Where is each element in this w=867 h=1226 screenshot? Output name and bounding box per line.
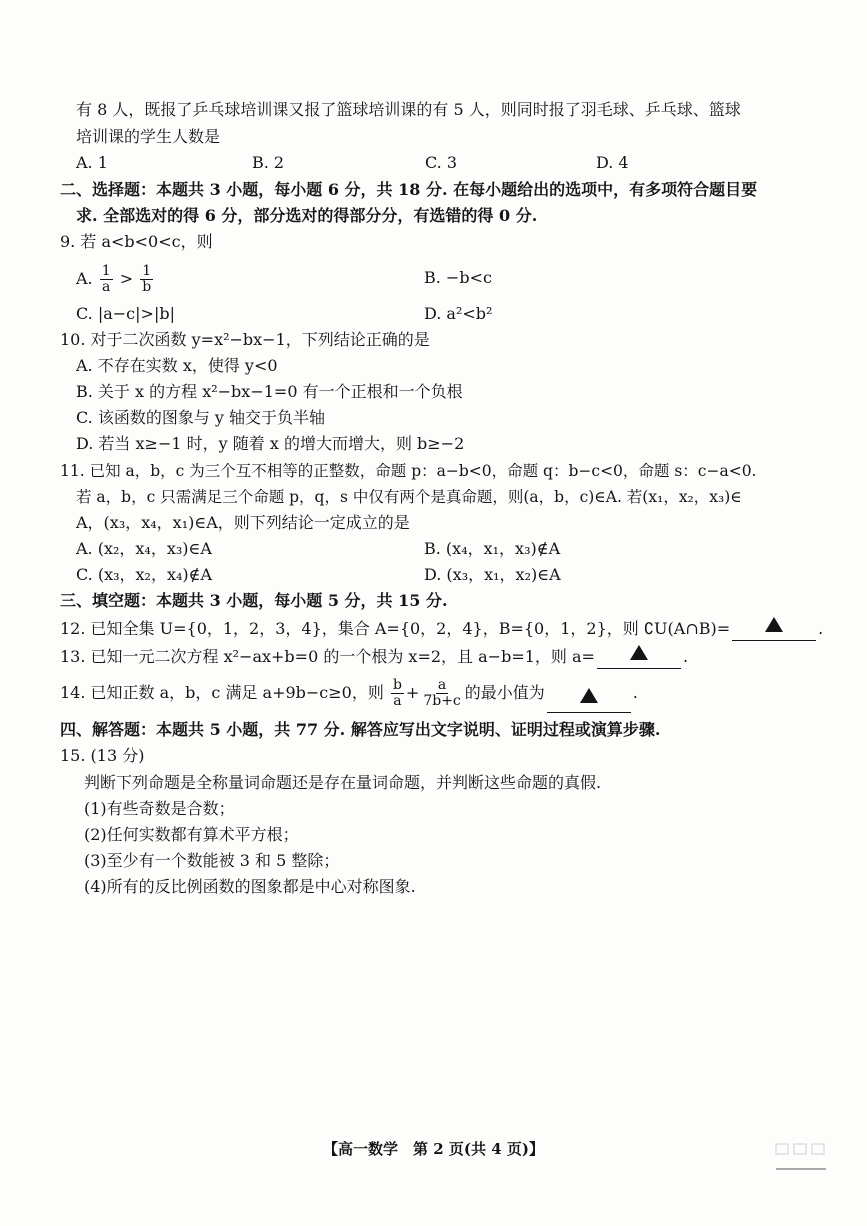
watermark-underline xyxy=(776,1168,826,1170)
section2-line1: 二、选择题：本题共 3 小题，每小题 6 分，共 18 分. 在每小题给出的选项中，有多项符合题目要 xyxy=(60,180,758,199)
q15-intro: 判断下列命题是全称量词命题还是存在量词命题，并判断这些命题的真假. xyxy=(84,773,602,792)
q10-option-b: B. 关于 x 的方程 x²−bx−1=0 有一个正根和一个负根 xyxy=(76,382,463,401)
q12-stem: 12. 已知全集 U={0，1，2，3，4}，集合 A={0，2，4}，B={0，1，2}，则 ∁U(A∩B)= xyxy=(60,619,731,638)
section3-title: 三、填空题：本题共 3 小题，每小题 5 分，共 15 分. xyxy=(60,591,448,610)
q14 xyxy=(60,673,638,713)
triangle-icon xyxy=(580,688,598,703)
q14-fraction-2 xyxy=(421,678,462,709)
q9-fraction-left-num: 1 xyxy=(101,263,111,279)
q9-fraction-right xyxy=(140,264,153,295)
q8-option-c: C. 3 xyxy=(425,153,458,172)
q9-fraction-right-den: b xyxy=(142,279,152,295)
q11-option-a: A. (x₂，x₄，x₃)∈A xyxy=(76,539,212,558)
q11-option-b: B. (x₄，x₁，x₃)∉A xyxy=(424,539,561,558)
q15-item-2: (2)任何实数都有算术平方根； xyxy=(84,825,299,844)
q13-stem: 13. 已知一元二次方程 x²−ax+b=0 的一个根为 x=2，且 a−b=1，则 a= xyxy=(60,647,595,666)
q9-stem: 9. 若 a<b<0<c，则 xyxy=(60,232,213,251)
triangle-icon xyxy=(765,617,783,632)
q8-option-b: B. 2 xyxy=(252,153,285,172)
q10-option-d: D. 若当 x≥−1 时，y 随着 x 的增大而增大，则 b≥−2 xyxy=(76,434,465,453)
q9-option-a-op: > xyxy=(119,269,134,288)
q13-answer-blank xyxy=(597,645,681,669)
q10-option-c: C. 该函数的图象与 y 轴交于负半轴 xyxy=(76,408,326,427)
q14-end: . xyxy=(632,683,638,702)
q14-fraction-1 xyxy=(391,678,404,709)
q14-fraction-2-num: a xyxy=(437,677,447,693)
page-footer: 【高一数学 第 2 页(共 4 页)】 xyxy=(323,1140,544,1158)
q9-fraction-right-num: 1 xyxy=(142,263,152,279)
q12-end: . xyxy=(818,619,824,638)
triangle-icon xyxy=(630,645,648,660)
q14-tail: 的最小值为 xyxy=(464,683,545,702)
q8-option-d: D. 4 xyxy=(596,153,629,172)
q10-stem: 10. 对于二次函数 y=x²−bx−1，下列结论正确的是 xyxy=(60,330,430,349)
q8-line1: 有 8 人，既报了乒乓球培训课又报了篮球培训课的有 5 人，则同时报了羽毛球、乒乓球、篮球 xyxy=(76,100,741,119)
q14-fraction-1-den: a xyxy=(393,693,402,709)
q10-option-a: A. 不存在实数 x，使得 y<0 xyxy=(76,356,278,375)
q15-item-1: (1)有些奇数是合数； xyxy=(84,799,235,818)
q14-stem: 14. 已知正数 a，b，c 满足 a+9b−c≥0，则 xyxy=(60,683,384,702)
q9-fraction-left xyxy=(100,264,113,295)
q9-option-c: C. |a−c|>|b| xyxy=(76,304,175,323)
q9-option-b: B. −b<c xyxy=(424,268,492,287)
section2-line2: 求. 全部选对的得 6 分，部分选对的得部分分，有选错的得 0 分. xyxy=(76,206,538,225)
q13 xyxy=(60,645,688,669)
q11-line2: 若 a，b，c 只需满足三个命题 p，q，s 中仅有两个是真命题，则(a，b，c)∈A. 若(x₁，x₂，x₃)∈ xyxy=(76,488,742,506)
q14-plus: + xyxy=(405,683,420,702)
q15-item-4: (4)所有的反比例函数的图象都是中心对称图象. xyxy=(84,877,416,896)
q14-fraction-1-num: b xyxy=(392,677,402,693)
q9-option-d: D. a²<b² xyxy=(424,304,493,323)
watermark-icon xyxy=(770,1140,830,1170)
q11-option-d: D. (x₃，x₁，x₂)∈A xyxy=(424,565,561,584)
q11-option-c: C. (x₃，x₂，x₄)∉A xyxy=(76,565,213,584)
q9-fraction-left-den: a xyxy=(102,279,111,295)
q11-line3: A，(x₃，x₄，x₁)∈A，则下列结论一定成立的是 xyxy=(76,513,410,532)
q9-option-a xyxy=(76,262,155,296)
q15-head: 15. (13 分) xyxy=(60,746,145,765)
q8-line2: 培训课的学生人数是 xyxy=(76,127,221,146)
q8-option-a: A. 1 xyxy=(76,153,108,172)
q11-line1: 11. 已知 a，b，c 为三个互不相等的正整数，命题 p：a−b<0，命题 q：b−c<0，命题 s：c−a<0. xyxy=(60,462,757,480)
q15-item-3: (3)至少有一个数能被 3 和 5 整除； xyxy=(84,851,340,870)
q13-end: . xyxy=(682,647,689,666)
section4-title: 四、解答题：本题共 5 小题，共 77 分. 解答应写出文字说明、证明过程或演算步骤. xyxy=(60,720,661,739)
q14-answer-blank xyxy=(547,688,631,713)
q12-answer-blank xyxy=(732,617,816,641)
q12 xyxy=(60,617,823,641)
q14-fraction-2-den: 7b+c xyxy=(423,693,461,709)
q9-option-a-label: A. xyxy=(76,269,93,288)
